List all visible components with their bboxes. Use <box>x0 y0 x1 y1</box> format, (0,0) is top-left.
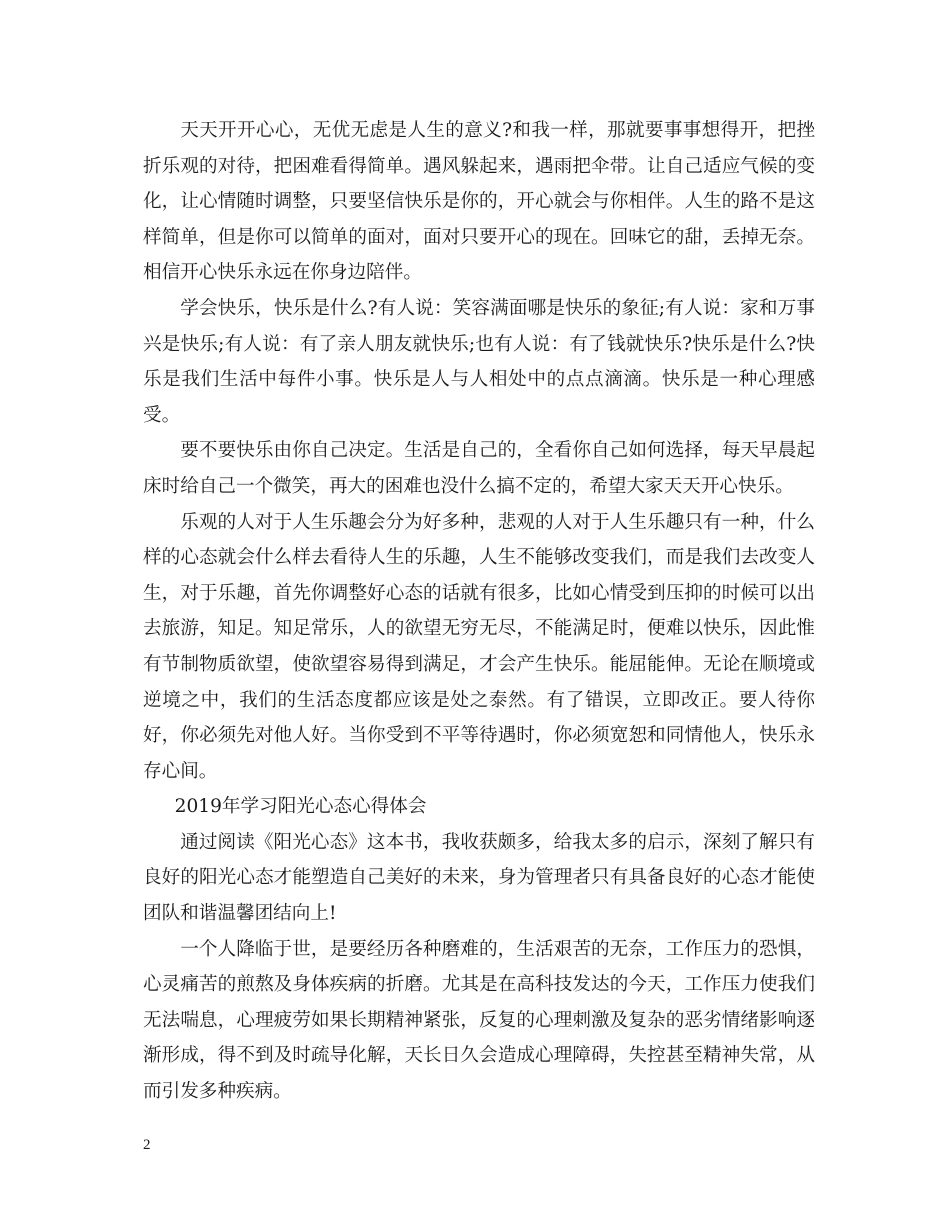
paragraph-1: 天天开开心心，无优无虑是人生的意义?和我一样，那就要事事想得开，把挫折乐观的对待，把困难看得简单。遇风躲起来，遇雨把伞带。让自己适应气候的变化，让心情随时调整，只要坚信快乐是你的，开心就会与你相伴。人生的路不是这样简单，但是你可以简单的面对，面对只要开心的现在。回味它的甜，丢掉无奈。相信开心快乐永远在你身边陪伴。 <box>143 120 815 284</box>
paragraph-5: 通过阅读《阳光心态》这本书，我收获颇多，给我太多的启示，深刻了解只有良好的阳光心态才能塑造自己美好的未来，身为管理者只有具备良好的心态才能使团队和谐温馨团结向上! <box>143 831 815 925</box>
paragraph-3: 要不要快乐由你自己决定。生活是自己的，全看你自己如何选择，每天早晨起床时给自己一个微笑，再大的困难也没什么搞不定的，希望大家天天开心快乐。 <box>143 440 815 497</box>
page-number: 2 <box>143 1137 151 1153</box>
paragraph-2: 学会快乐，快乐是什么?有人说：笑容满面哪是快乐的象征;有人说：家和万事兴是快乐;有人说：有了亲人朋友就快乐;也有人说：有了钱就快乐?快乐是什么?快乐是我们生活中每件小事。快乐是人与人相处中的点点滴滴。快乐是一种心理感受。 <box>143 297 815 426</box>
section-heading: 2019年学习阳光心态心得体会 <box>174 796 427 818</box>
document-body <box>143 113 815 1110</box>
paragraph-6: 一个人降临于世，是要经历各种磨难的，生活艰苦的无奈，工作压力的恐惧，心灵痛苦的煎熬及身体疾病的折磨。尤其是在高科技发达的今天，工作压力使我们无法喘息，心理疲劳如果长期精神紧张，反复的心理刺激及复杂的恶劣情绪影响逐渐形成，得不到及时疏导化解，天长日久会造成心理障碍，失控甚至精神失常，从而引发多种疾病。 <box>143 938 815 1103</box>
paragraph-4: 乐观的人对于人生乐趣会分为好多种，悲观的人对于人生乐趣只有一种，什么样的心态就会什么样去看待人生的乐趣，人生不能够改变我们，而是我们去改变人生，对于乐趣，首先你调整好心态的话就有很多，比如心情受到压抑的时候可以出去旅游，知足。知足常乐，人的欲望无穷无尽，不能满足时，便难以快乐，因此惟有节制物质欲望，使欲望容易得到满足，才会产生快乐。能屈能伸。无论在顺境或逆境之中，我们的生活态度都应该是处之泰然。有了错误，立即改正。要人待你好，你必须先对他人好。当你受到不平等待遇时，你必须宽恕和同情他人，快乐永存心间。 <box>143 511 815 782</box>
